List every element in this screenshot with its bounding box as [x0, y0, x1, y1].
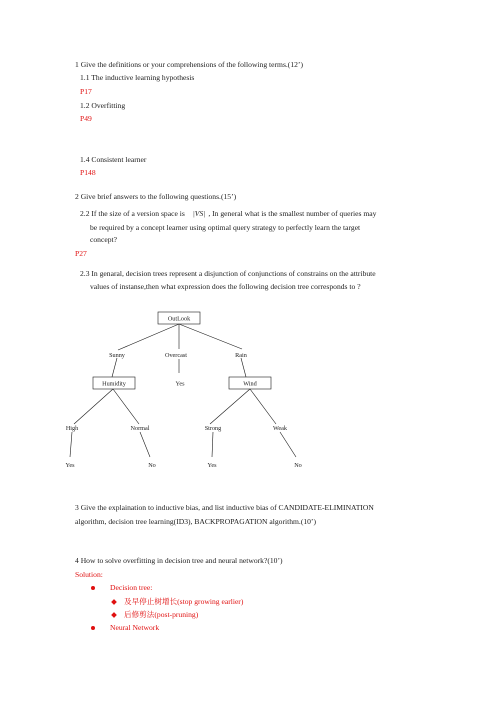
q1-item-3-label: 1.4 Consistent learner [80, 155, 147, 164]
leaf-no-1: No [148, 462, 156, 469]
high-label: High [65, 425, 79, 432]
leaf-yes-2: Yes [207, 462, 217, 469]
leaf-no-2: No [294, 462, 302, 469]
q2-3-line1: 2.3 In genaral, decision trees represent a disjunction of conjunctions of constrains on the attribute [80, 269, 376, 278]
q1-item-2-page: P49 [80, 114, 92, 123]
weak-label: Weak [273, 425, 287, 432]
leaf-yes-1: Yes [65, 462, 75, 469]
wind-label: Wind [243, 380, 257, 388]
dt-item-1: 及早停止树增长(stop growing earlier) [124, 597, 244, 606]
overcast-label: Overcast [165, 352, 187, 359]
q2-2-page: P27 [75, 249, 87, 258]
q3-line1: 3 Give the explaination to inductive bias, and list inductive bias of CANDIDATE-ELIMINATION [75, 503, 374, 512]
q2-3-line2: values of instanse,then what expression does the following decision tree corresponds to ? [90, 282, 361, 291]
q2-2-post: , In general what is the smallest number of queries may [208, 209, 377, 218]
bullet-icon [91, 626, 95, 630]
q2-2-pre: 2.2 If the size of a version space is [80, 209, 185, 218]
q3-line2: algorithm, decision tree learning(ID3), BACKPROPAGATION algorithm.(10’) [75, 517, 316, 526]
solution-label: Solution: [75, 570, 103, 579]
outlook-label: OutLook [167, 315, 191, 323]
bullet-icon [91, 586, 95, 590]
dt-item-2: 后修剪法(post-pruning) [124, 610, 199, 619]
edge-rain-wind [241, 358, 246, 377]
q2-2-line2: be required by a concept learner using optimal query strategy to perfectly learn the target [90, 223, 361, 232]
edge-rain [179, 324, 242, 349]
humidity-label: Humidity [102, 380, 126, 388]
q2-2-line3: concept? [90, 235, 117, 244]
q2-title: 2 Give brief answers to the following questions.(15’) [75, 192, 237, 201]
q1-item-2-label: 1.2 Overfitting [80, 101, 126, 110]
edge-weak [250, 389, 276, 424]
overcast-yes-label: Yes [175, 380, 185, 388]
edge-high [74, 389, 113, 424]
decision-tree-label: Decision tree: [110, 583, 153, 592]
q1-item-1-label: 1.1 The inductive learning hypothesis [80, 73, 195, 82]
edge-strong [210, 389, 250, 424]
edge-sunny-humidity [112, 358, 117, 377]
strong-label: Strong [204, 425, 222, 432]
q4-title: 4 How to solve overfitting in decision tree and neural network?(10’) [75, 556, 283, 565]
neural-network-label: Neural Network [110, 623, 160, 632]
edge-high-leaf [70, 432, 72, 457]
edge-sunny [118, 324, 179, 350]
edge-normal-leaf [140, 432, 150, 457]
normal-label: Normal [130, 425, 150, 432]
rain-label: Rain [235, 352, 247, 359]
edge-weak-leaf [280, 432, 296, 457]
vs-symbol: |VS| [192, 209, 206, 218]
edge-normal [113, 389, 139, 424]
sunny-label: Sunny [109, 352, 125, 359]
q1-item-3-page: P148 [80, 168, 96, 177]
edge-strong-leaf [212, 432, 213, 457]
q1-title: 1 Give the definitions or your comprehensions of the following terms.(12’) [75, 60, 303, 69]
q1-item-1-page: P17 [80, 87, 92, 96]
